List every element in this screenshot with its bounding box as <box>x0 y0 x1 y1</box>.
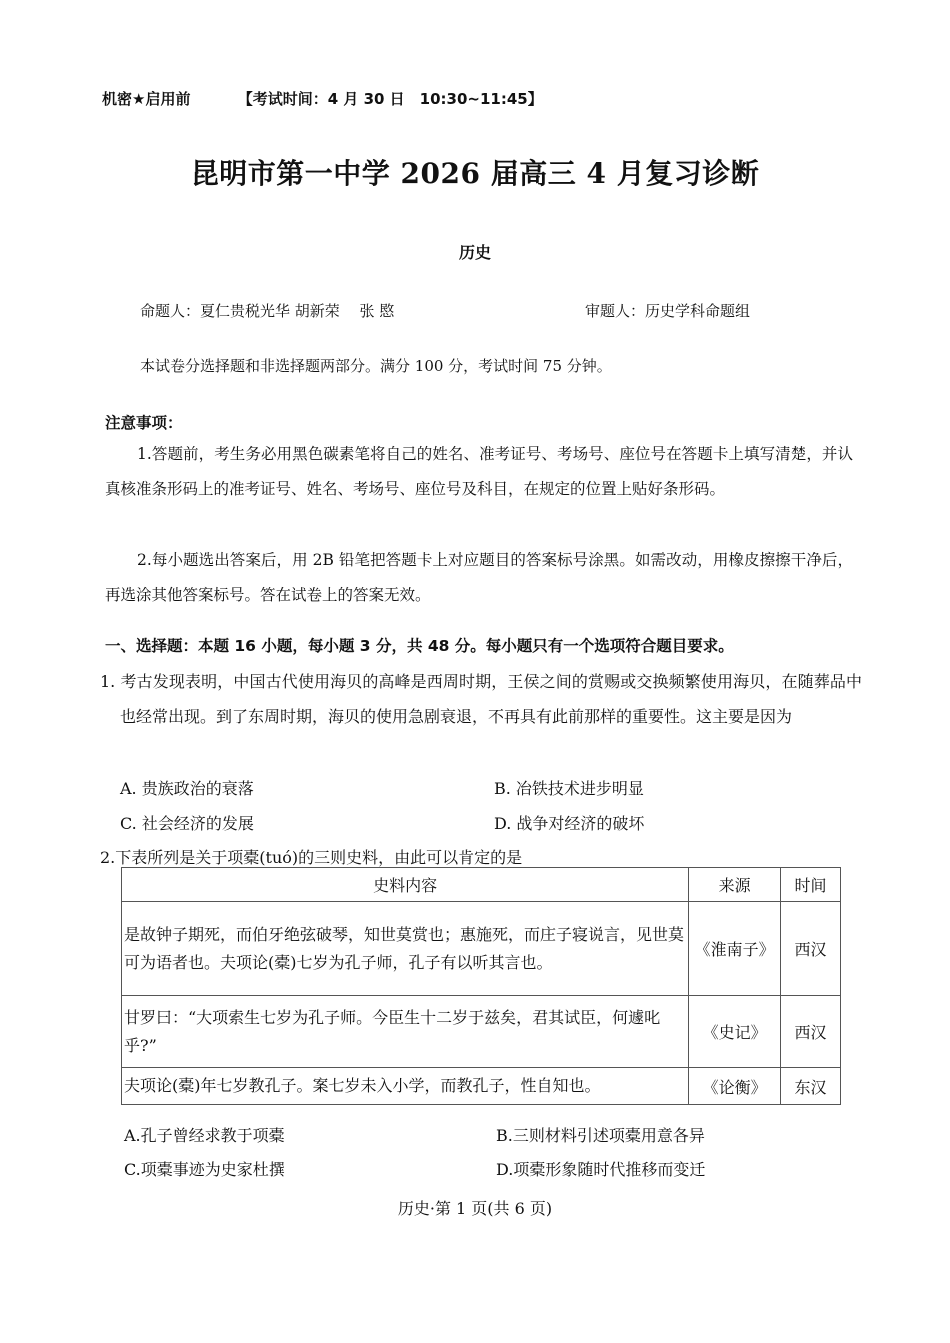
table-header-cell: 时间 <box>781 868 841 902</box>
exam-intro: 本试卷分选择题和非选择题两部分。满分 100 分，考试时间 75 分钟。 <box>140 357 612 375</box>
q2-option-c: C.项橐事迹为史家杜撰 <box>124 1160 285 1179</box>
table-cell: 是故钟子期死，而伯牙绝弦破琴，知世莫赏也；惠施死，而庄子寝说言，见世莫可为语者也。夫项论(橐)七岁为孔子师，孔子有以听其言也。 <box>122 902 689 996</box>
table-cell: 西汉 <box>781 902 841 996</box>
table-cell: 《淮南子》 <box>689 902 781 996</box>
subject-title: 历史 <box>458 243 491 262</box>
table-row <box>122 1068 841 1105</box>
table-row <box>122 902 841 996</box>
q2-option-a: A.孔子曾经求教于项橐 <box>124 1126 285 1145</box>
table-cell: 东汉 <box>781 1068 841 1105</box>
exam-time: 【考试时间：4 月 30 日 10:30~11:45】 <box>237 90 543 108</box>
page-footer: 历史·第 1 页(共 6 页) <box>397 1199 553 1218</box>
confidential-label: 机密★启用前 <box>102 90 191 108</box>
q1-option-a: A. 贵族政治的衰落 <box>120 779 254 798</box>
notice-item-2: 2.每小题选出答案后，用 2B 铅笔把答题卡上对应题目的答案标号涂黑。如需改动，用橡皮擦擦干净后，再选涂其他答案标号。答在试卷上的答案无效。 <box>105 551 853 604</box>
source-table <box>121 867 841 1105</box>
table-cell: 《史记》 <box>689 996 781 1068</box>
table-header-cell: 史料内容 <box>122 868 689 902</box>
notice-heading: 注意事项： <box>105 414 183 432</box>
notice-item-1: 1.答题前，考生务必用黑色碳素笔将自己的姓名、准考证号、考场号、座位号在答题卡上填写清楚，并认真核准条形码上的准考证号、姓名、考场号、座位号及科目，在规定的位置上贴好条形码。 <box>105 445 853 498</box>
q2-option-b: B.三则材料引述项橐用意各异 <box>496 1126 705 1145</box>
table-row <box>122 996 841 1068</box>
table-cell: 甘罗曰：“大项索生七岁为孔子师。今臣生十二岁于兹矣，君其试臣，何遽叱乎?” <box>122 996 689 1068</box>
question-2-stem: 2.下表所列是关于项橐(tuó)的三则史料，由此可以肯定的是 <box>100 848 523 867</box>
section-heading: 一、选择题：本题 16 小题，每小题 3 分，共 48 分。每小题只有一个选项符合题目要求。 <box>105 637 734 655</box>
q1-option-c: C. 社会经济的发展 <box>120 814 254 833</box>
question-reviewers: 审题人：历史学科命题组 <box>585 302 751 320</box>
q2-option-d: D.项橐形象随时代推移而变迁 <box>496 1160 706 1179</box>
table-cell: 西汉 <box>781 996 841 1068</box>
q1-option-d: D. 战争对经济的破坏 <box>494 814 645 833</box>
table-header-row <box>122 868 841 902</box>
question-1-stem: 1. 考古发现表明，中国古代使用海贝的高峰是西周时期，王侯之间的赏赐或交换频繁使用海贝，在随葬品中也经常出现。到了东周时期，海贝的使用急剧衰退，不再具有此前那样的重要性。这主要是因为 <box>100 672 862 726</box>
table-cell: 《论衡》 <box>689 1068 781 1105</box>
header-line <box>102 88 585 109</box>
question-setters: 命题人：夏仁贵税光华 胡新荣 张 愍 <box>140 302 395 320</box>
table-cell: 夫项论(橐)年七岁教孔子。案七岁未入小学，而教孔子，性自知也。 <box>122 1068 689 1105</box>
table-header-cell: 来源 <box>689 868 781 902</box>
q1-option-b: B. 冶铁技术进步明显 <box>494 779 644 798</box>
page-title: 昆明市第一中学 2026 届高三 4 月复习诊断 <box>190 157 760 190</box>
